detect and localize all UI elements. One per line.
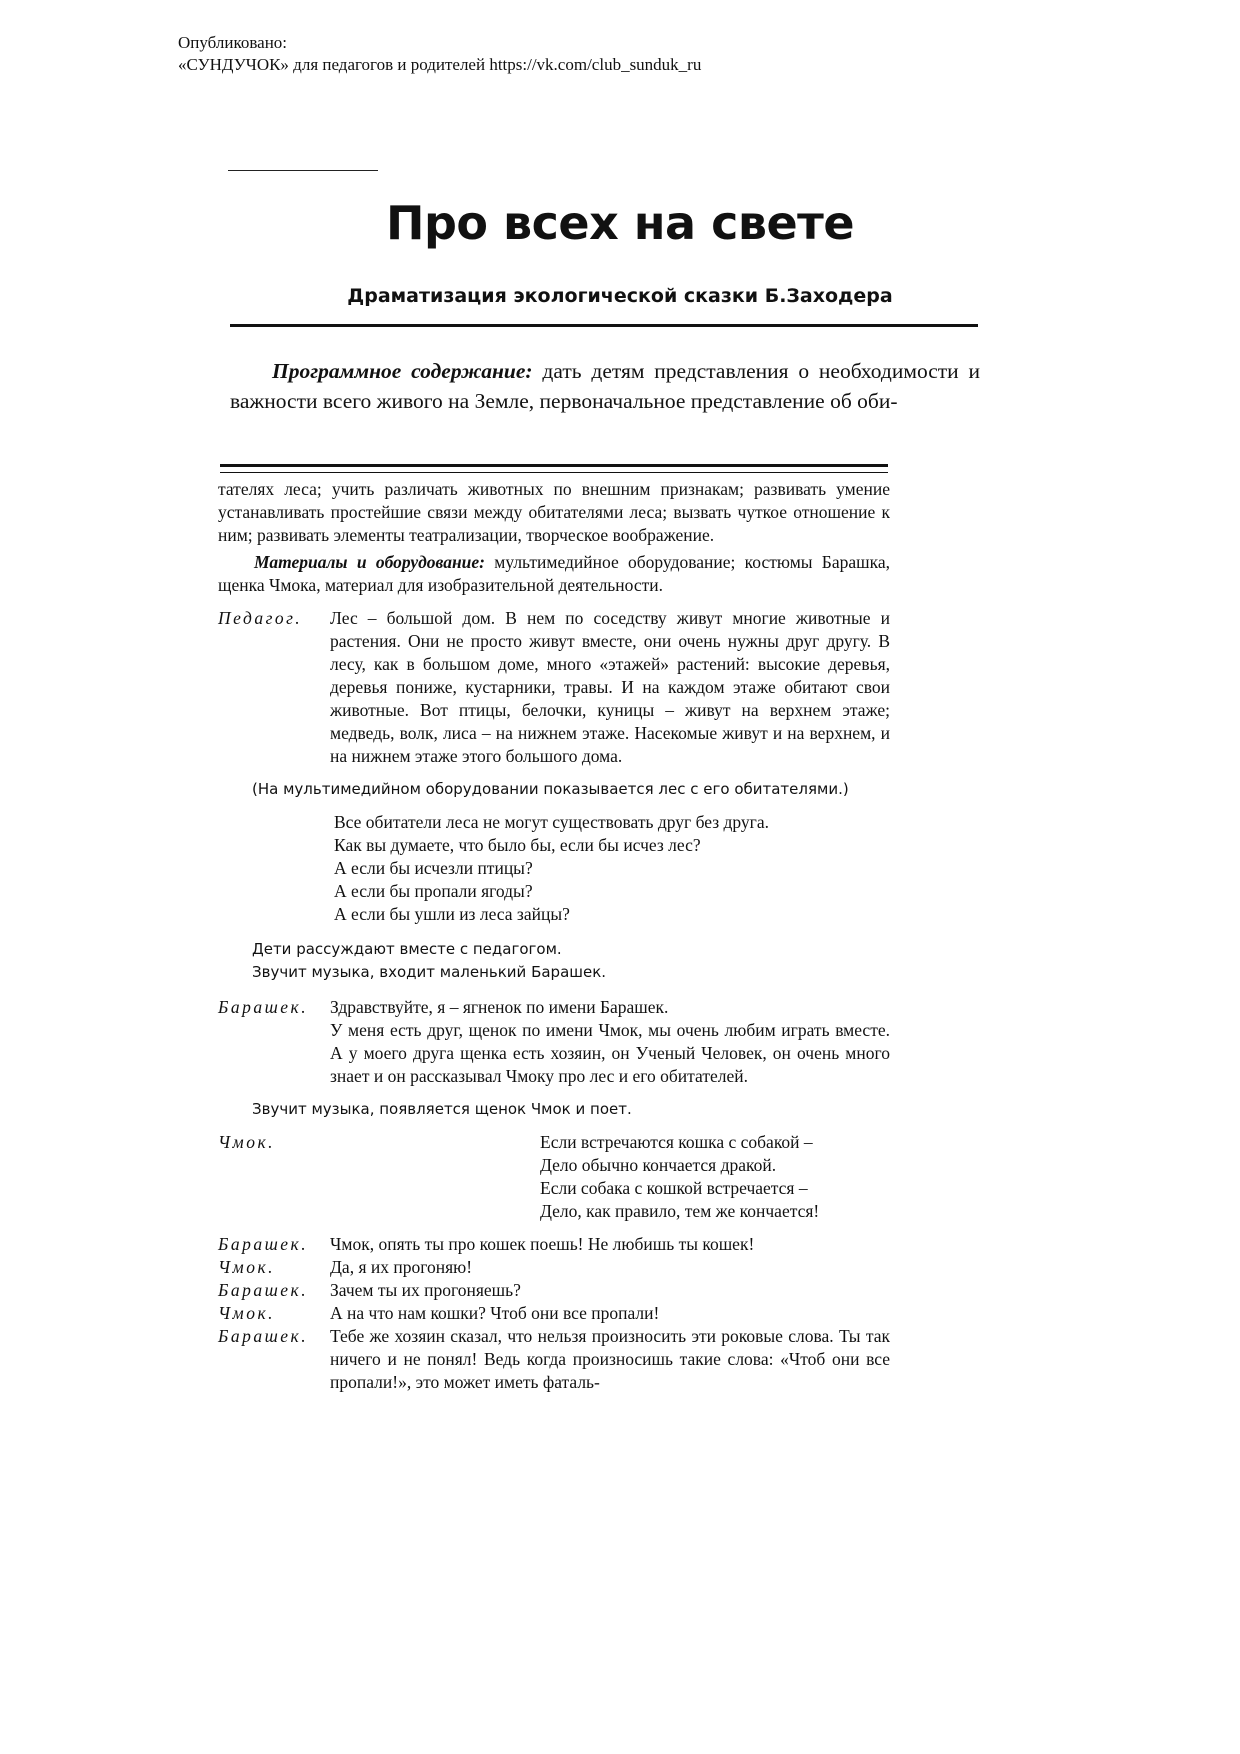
lamb-intro-line [218, 996, 890, 1088]
article-subtitle: Драматизация экологической сказки Б.Заходера [347, 285, 893, 307]
intro-block [230, 356, 980, 416]
song-block [218, 1131, 890, 1223]
materials-text: мультимедийное оборудование; костюмы Барашка, щенка Чмока, материал для изобразительной деятельности. [218, 552, 890, 595]
stage-direction-lamb-enters: Звучит музыка, входит маленький Барашек. [252, 963, 607, 981]
dialogue-speaker: Барашек. [218, 1234, 309, 1254]
program-content-paragraph [230, 356, 980, 416]
program-content-continuation: тателях леса; учить различать животных по внешним признакам; развивать умение устанавливать простейшие связи между обитателями леса; вызвать чуткое отношение к ним; развивать элементы театрализации, творческое воображение. [218, 479, 890, 545]
dialogue-line [218, 1256, 890, 1279]
song-lines [330, 1131, 819, 1223]
speaker-chmok: Чмок. [218, 1132, 276, 1152]
teacher-line [218, 607, 890, 768]
dialogue-text: А на что нам кошки? Чтоб они все пропали! [330, 1303, 660, 1323]
dialogue-text: Тебе же хозяин сказал, что нельзя произносить эти роковые слова. Ты так ничего и не понял! Ведь когда произносишь такие слова: «Чтоб они все пропали!», это может иметь фаталь- [330, 1326, 890, 1392]
short-divider [228, 170, 378, 171]
dialogue-line [218, 1279, 890, 1302]
published-label: Опубликовано: [178, 33, 288, 52]
article-title: Про всех на свете [385, 196, 855, 250]
materials-paragraph [218, 551, 890, 597]
dialogue-text: Зачем ты их прогоняешь? [330, 1280, 521, 1300]
song-line: Если собака с кошкой встречается – [540, 1178, 808, 1198]
question-item: А если бы ушли из леса зайцы? [334, 904, 570, 924]
song-line: Если встречаются кошка с собакой – [540, 1132, 813, 1152]
question-item: А если бы пропали ягоды? [334, 881, 533, 901]
dialogue [218, 1233, 890, 1394]
lamb-story: У меня есть друг, щенок по имени Чмок, мы очень любим играть вместе. А у моего друга щенка есть хозяин, он Ученый Человек, он очень много знает и он рассказывал Чмоку про лес и его обитателей. [330, 1020, 890, 1086]
dialogue-text: Чмок, опять ты про кошек поешь! Не любишь ты кошек! [330, 1234, 755, 1254]
question-list [218, 811, 890, 926]
lamb-intro-speech [330, 996, 890, 1088]
question-item: Как вы думаете, что было бы, если бы исчез лес? [334, 835, 701, 855]
dialogue-line [218, 1325, 890, 1394]
song-line: Дело, как правило, тем же кончается! [540, 1201, 820, 1221]
program-content-label: Программное содержание: [272, 359, 533, 383]
dialogue-speaker: Барашек. [218, 1326, 309, 1346]
song-line: Дело обычно кончается дракой. [540, 1155, 777, 1175]
question-item: Все обитатели леса не могут существовать друг без друга. [334, 812, 770, 832]
dialogue-text: Да, я их прогоняю! [330, 1257, 473, 1277]
lamb-greeting: Здравствуйте, я – ягненок по имени Барашек. [330, 997, 669, 1017]
section-divider [220, 464, 888, 473]
page-body [218, 478, 890, 1394]
stage-direction-children: Дети рассуждают вместе с педагогом. [252, 940, 562, 958]
title-divider [230, 324, 978, 327]
dialogue-speaker: Чмок. [218, 1257, 276, 1277]
stage-direction-multimedia: (На мультимедийном оборудовании показывается лес с его обитателями.) [252, 780, 849, 798]
published-note [178, 32, 701, 76]
dialogue-speaker: Чмок. [218, 1303, 276, 1323]
program-content-text: дать детям представления о необходимости и важности всего живого на Земле, первоначальное представление об оби- [230, 359, 980, 413]
teacher-speech: Лес – большой дом. В нем по соседству живут многие животные и растения. Они не просто живут вместе, они очень нужны друг другу. В лесу, как в большом доме, много «этажей» растений: высокие деревья, деревья пониже, кустарники, травы. И на каждом этаже обитают свои животные. Вот птицы, белочки, куницы – живут на верхнем этаже; медведь, волк, лиса – на нижнем этаже. Насекомые живут и на верхнем, и на нижнем этаже этого большого дома. [330, 608, 890, 766]
published-source: «СУНДУЧОК» для педагогов и родителей https://vk.com/club_sunduk_ru [178, 55, 702, 74]
question-item: А если бы исчезли птицы? [334, 858, 533, 878]
speaker-teacher: Педагог. [218, 608, 303, 628]
stage-direction-chmok-sings: Звучит музыка, появляется щенок Чмок и поет. [252, 1100, 632, 1118]
materials-label: Материалы и оборудование: [254, 552, 485, 572]
dialogue-speaker: Барашек. [218, 1280, 309, 1300]
dialogue-line [218, 1233, 890, 1256]
speaker-lamb: Барашек. [218, 997, 309, 1017]
dialogue-line [218, 1302, 890, 1325]
